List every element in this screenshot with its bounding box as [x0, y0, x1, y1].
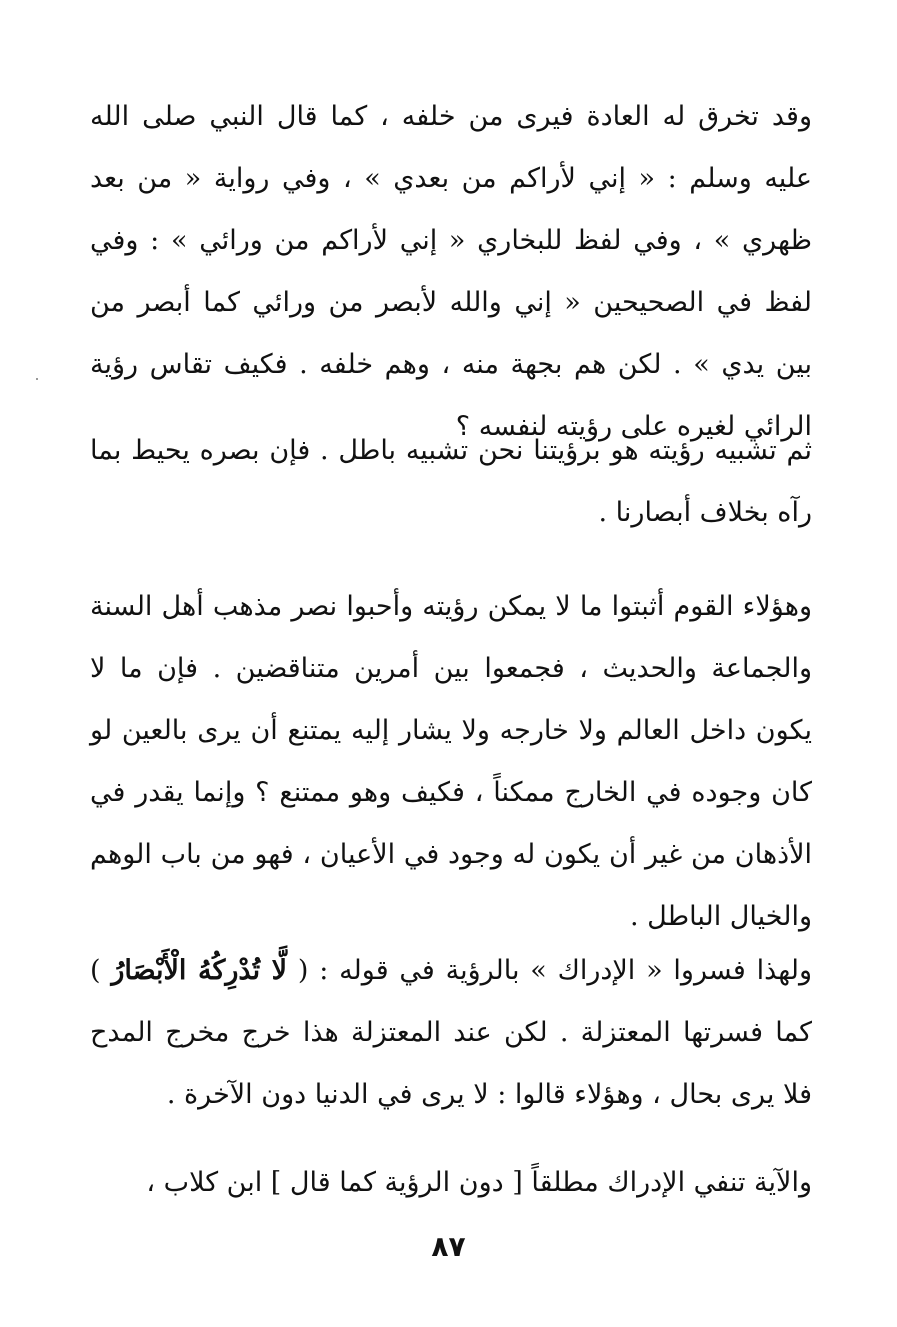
page-number: ٨٧ [431, 1230, 466, 1263]
quran-verse: لَّا تُدْرِكُهُ الْأَبْصَارُ [111, 955, 288, 986]
paragraph-4 [90, 940, 812, 1126]
paragraph-1: وقد تخرق له العادة فيرى من خلفه ، كما قال النبي صلى الله عليه وسلم : « إني لأراكم من بعدي » ، وفي رواية « من بعد ظهري » ، وفي لفظ للبخاري « إني لأراكم من ورائي » : وفي لفظ في الصحيحين « إني والله لأبصر من ورائي كما أبصر من بين يدي » . لكن هم بجهة منه ، وهم خلفه . فكيف تقاس رؤية الرائي لغيره على رؤيته لنفسه ؟ [90, 101, 812, 442]
paragraph-5: والآية تنفي الإدراك مطلقاً [ دون الرؤية كما قال ] ابن كلاب ، [146, 1167, 812, 1198]
paragraph-4-body: كما فسرتها المعتزلة . لكن عند المعتزلة هذا خرج مخرج المدح فلا يرى بحال ، وهؤلاء قالوا : لا يرى في الدنيا دون الآخرة . [90, 1017, 812, 1110]
paragraph-4-close: ) [90, 955, 112, 986]
paragraph-4-intro: ولهذا فسروا « الإدراك » بالرؤية في قوله : ( [287, 955, 813, 986]
paragraph-2: ثم تشبيه رؤيته هو برؤيتنا نحن تشبيه باطل . فإن بصره يحيط بما رآه بخلاف أبصارنا . [90, 435, 812, 528]
margin-mark [36, 378, 38, 380]
paragraph-3: وهؤلاء القوم أثبتوا ما لا يمكن رؤيته وأحبوا نصر مذهب أهل السنة والجماعة والحديث ، فجمعوا بين أمرين متناقضين . فإن ما لا يكون داخل العالم ولا خارجه ولا يشار إليه يمتنع أن يرى بالعين لو كان وجوده في الخارج ممكناً ، فكيف وهو ممتنع ؟ وإنما يقدر في الأذهان من غير أن يكون له وجود في الأعيان ، فهو من باب الوهم والخيال الباطل . [90, 591, 812, 932]
